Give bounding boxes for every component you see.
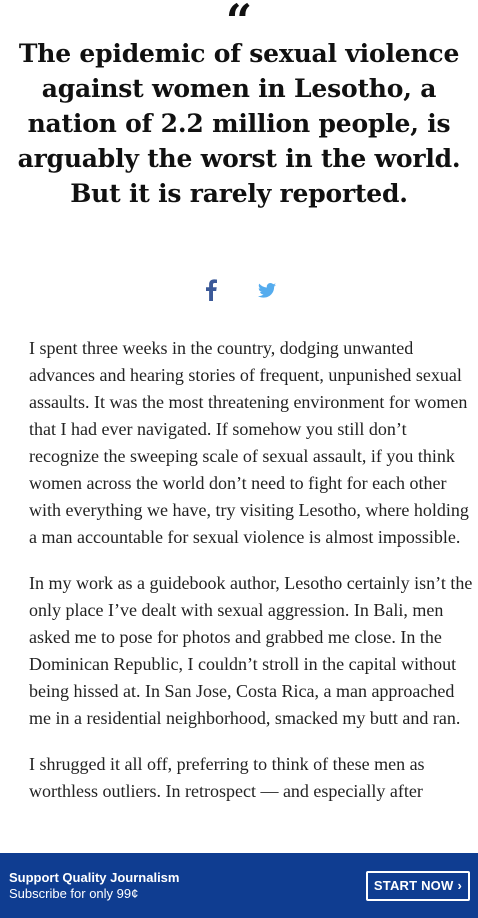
banner-subtitle: Subscribe for only 99¢ (9, 885, 139, 901)
twitter-icon (258, 283, 276, 298)
start-now-label: START NOW (373, 878, 454, 893)
start-now-button[interactable] (366, 871, 470, 901)
subscribe-banner (0, 853, 478, 918)
facebook-share-button[interactable] (201, 278, 221, 302)
twitter-share-button[interactable] (257, 278, 277, 302)
banner-text (9, 870, 179, 902)
facebook-icon (205, 279, 217, 301)
article-paragraph: In my work as a guidebook author, Lesotho certainly isn’t the only place I’ve dealt with sexual aggression. In Bali, men asked me to pose for photos and grabbed me close. In the Dominican Republic, I couldn’t stroll in the capital without being hissed at. In San Jose, Costa Rica, a man approached me in a residential neighborhood, smacked my butt and ran. (29, 573, 473, 728)
chevron-right-icon: › (457, 878, 462, 893)
banner-title: Support Quality Journalism (9, 869, 180, 885)
article-body (29, 335, 475, 824)
pull-quote: The epidemic of sexual violence against women in Lesotho, a nation of 2.2 million people, is arguably the worst in the world. But it is rarely reported. (17, 39, 461, 208)
share-bar (0, 276, 478, 304)
article-paragraph: I spent three weeks in the country, dodging unwanted advances and hearing stories of frequent, unpunished sexual assaults. It was the most threatening environment for women that I had ever navigated. If somehow you still don’t recognize the sweeping scale of sexual assault, if you think women across the world don’t need to fight for each other with everything we have, try visiting Lesotho, where holding a man accountable for sexual violence is almost impossible. (29, 338, 469, 547)
quote-mark: “ (225, 0, 253, 32)
article-paragraph: I shrugged it all off, preferring to think of these men as worthless outliers. In retrospect — and especially after (29, 754, 425, 801)
